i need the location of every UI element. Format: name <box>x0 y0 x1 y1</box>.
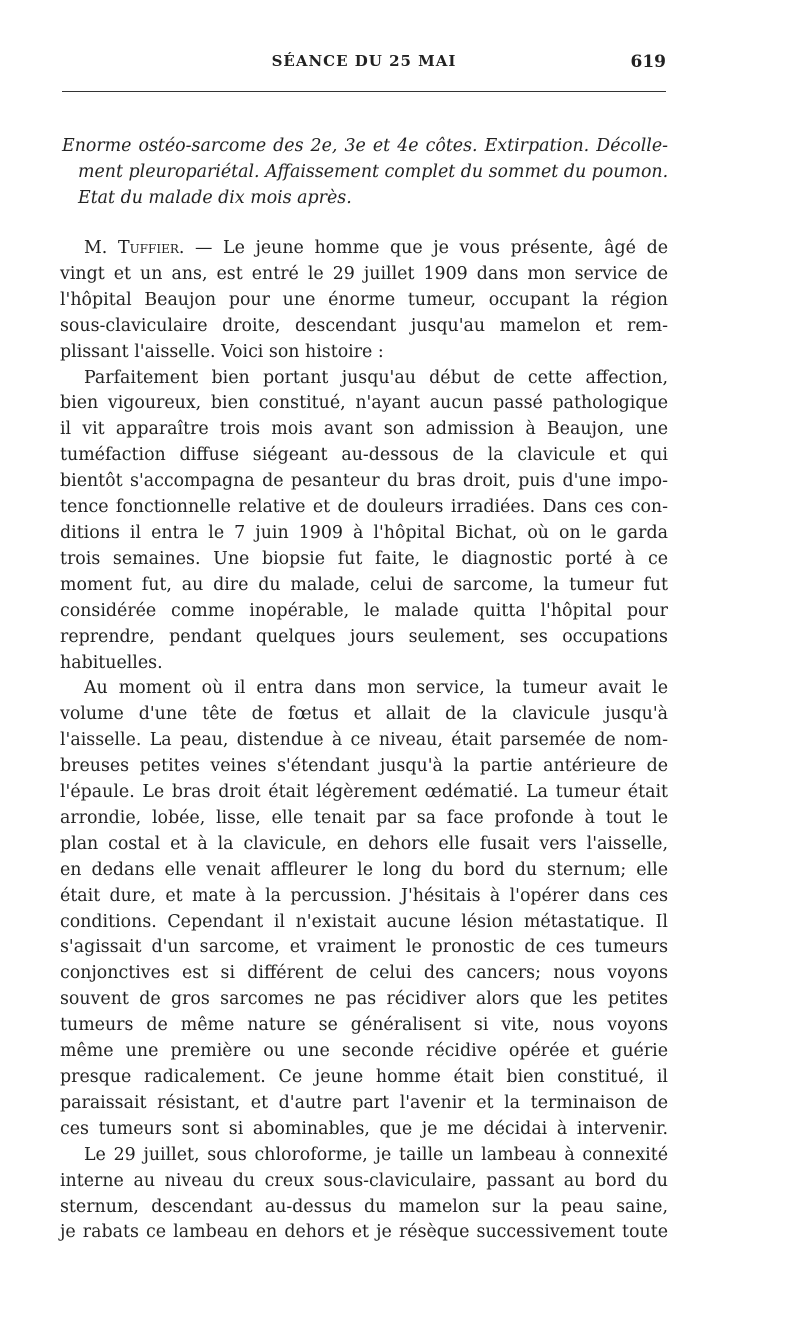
heading-line: ment pleuropariétal. Affaissement complet du sommet du poumon. <box>78 162 669 182</box>
body-line: je rabats ce lambeau en dehors et je résèque successivement toute <box>60 1222 668 1243</box>
heading-line: Enorme ostéo-sarcome des 2e, 3e et 4e côtes. Extirpation. Décolle- <box>62 136 668 156</box>
body-line: plan costal et à la clavicule, en dehors elle fusait vers l'aisselle, <box>60 833 668 854</box>
body-line: ces tumeurs sont si abominables, que je me décidai à intervenir. <box>60 1118 668 1139</box>
body-line: Le 29 juillet, sous chloroforme, je taille un lambeau à connexité <box>84 1144 668 1165</box>
body-line: reprendre, pendant quelques jours seulement, ses occupations <box>60 626 668 647</box>
body-line: sternum, descendant au-dessus du mamelon sur la peau saine, <box>60 1196 668 1217</box>
page-number: 619 <box>630 52 666 72</box>
body-line: tumeurs de même nature se généralisent si vite, nous voyons <box>60 1015 668 1036</box>
body-line: habituelles. <box>60 652 163 673</box>
body-line: arrondie, lobée, lisse, elle tenait par sa face profonde à tout le <box>60 807 668 828</box>
body-line <box>60 236 668 262</box>
body-line: ditions il entra le 7 juin 1909 à l'hôpital Bichat, où on le garda <box>60 522 668 543</box>
body-line: l'épaule. Le bras droit était légèrement œdématié. La tumeur était <box>60 782 668 803</box>
running-head <box>62 52 666 76</box>
body-line: conditions. Cependant il n'existait aucune lésion métastatique. Il <box>60 911 668 932</box>
body-line: Parfaitement bien portant jusqu'au début de cette affection, <box>84 367 668 388</box>
running-title: SÉANCE DU 25 MAI <box>271 52 457 70</box>
body-line: plissant l'aisselle. Voici son histoire : <box>60 341 384 362</box>
body-line: paraissait résistant, et d'autre part l'avenir et la terminaison de <box>60 1092 668 1113</box>
body-text <box>60 236 668 1246</box>
section-heading <box>62 133 668 211</box>
body-line: breuses petites veines s'étendant jusqu'à la partie antérieure de <box>60 756 668 777</box>
body-line: tuméfaction diffuse siégeant au-dessous de la clavicule et qui <box>60 445 668 466</box>
body-line: bien vigoureux, bien constitué, n'ayant aucun passé pathologique <box>60 393 668 414</box>
body-line: vingt et un ans, est entré le 29 juillet 1909 dans mon service de <box>60 263 668 284</box>
body-line: en dedans elle venait affleurer le long du bord du sternum; elle <box>60 859 668 880</box>
body-line: conjonctives est si différent de celui des cancers; nous voyons <box>60 963 668 984</box>
speaker-prefix: M. <box>84 238 108 258</box>
body-line: il vit apparaître trois mois avant son admission à Beaujon, une <box>60 419 668 440</box>
body-line: était dure, et mate à la percussion. J'hésitais à l'opérer dans ces <box>60 885 668 906</box>
body-line: sous-claviculaire droite, descendant jusqu'au mamelon et rem- <box>60 315 668 336</box>
speaker-name: Tuffier. <box>117 238 185 258</box>
body-line: Au moment où il entra dans mon service, la tumeur avait le <box>84 678 668 699</box>
body-line: l'hôpital Beaujon pour une énorme tumeur, occupant la région <box>60 289 668 310</box>
body-line: tence fonctionnelle relative et de douleurs irradiées. Dans ces con- <box>60 497 668 518</box>
body-line: considérée comme inopérable, le malade quitta l'hôpital pour <box>60 600 668 621</box>
body-line: presque radicalement. Ce jeune homme était bien constitué, il <box>60 1067 668 1087</box>
body-line: trois semaines. Une biopsie fut faite, le diagnostic porté à ce <box>60 548 668 569</box>
heading-line: Etat du malade dix mois après. <box>78 188 352 208</box>
body-line: bientôt s'accompagna de pesanteur du bras droit, puis d'une impo- <box>60 471 668 492</box>
body-line: volume d'une tête de fœtus et allait de la clavicule jusqu'à <box>60 704 668 725</box>
body-line: interne au niveau du creux sous-claviculaire, passant au bord du <box>60 1170 668 1191</box>
header-rule <box>62 91 666 92</box>
body-line: même une première ou une seconde récidive opérée et guérie <box>60 1041 668 1062</box>
body-line: moment fut, au dire du malade, celui de sarcome, la tumeur fut <box>60 574 668 595</box>
body-line: l'aisselle. La peau, distendue à ce niveau, était parsemée de nom- <box>60 730 668 751</box>
body-line: souvent de gros sarcomes ne pas récidiver alors que les petites <box>60 989 668 1010</box>
body-line: s'agissait d'un sarcome, et vraiment le pronostic de ces tumeurs <box>60 937 668 958</box>
body-line-text: — Le jeune homme que je vous présente, âgé de <box>184 238 668 258</box>
